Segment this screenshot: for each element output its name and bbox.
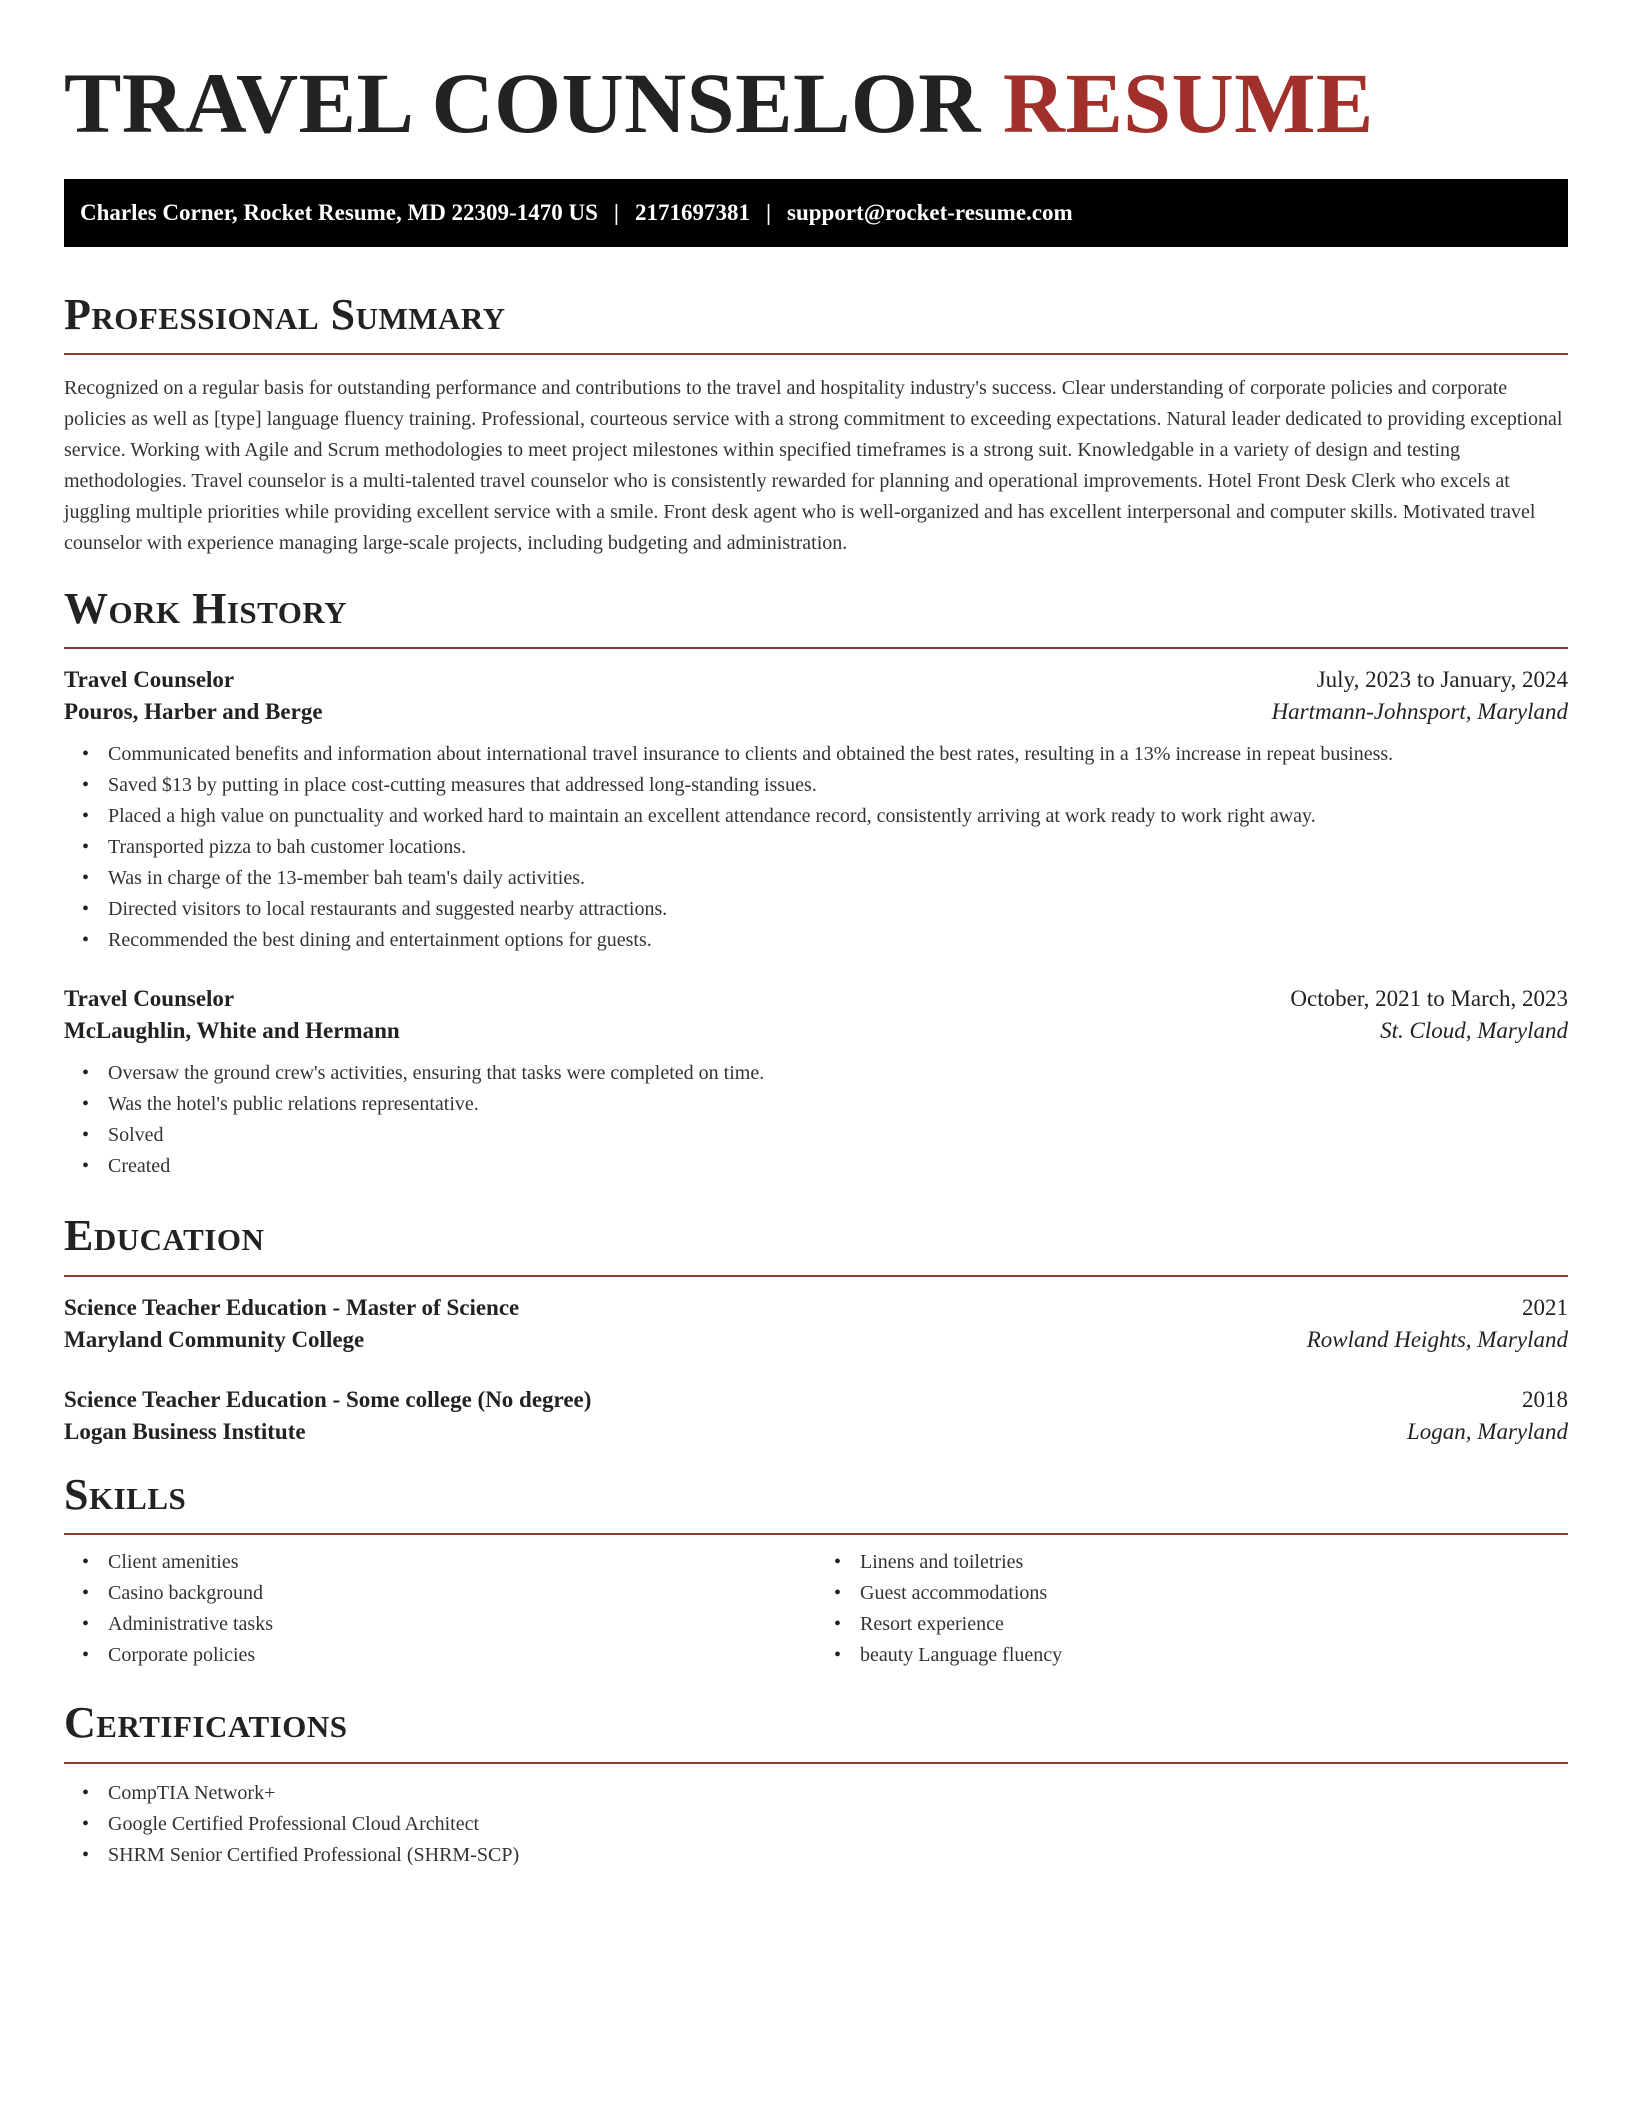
contact-address: Charles Corner, Rocket Resume, MD 22309-1470 US bbox=[80, 199, 598, 225]
list-item: • Oversaw the ground crew's activities, ensuring that tasks were completed on time. bbox=[108, 1058, 1568, 1089]
job-location: St. Cloud, Maryland bbox=[1380, 1018, 1568, 1044]
job-location: Hartmann-Johnsport, Maryland bbox=[1271, 699, 1568, 725]
section-divider bbox=[64, 1275, 1568, 1277]
job-duties bbox=[64, 1058, 1568, 1182]
section-heading-summary: Professional Summary bbox=[64, 289, 506, 339]
skills-grid bbox=[64, 1547, 1568, 1671]
list-item: • Solved bbox=[108, 1120, 1568, 1151]
list-item: • Directed visitors to local restaurants and suggested nearby attractions. bbox=[108, 894, 1568, 925]
list-item: • Guest accommodations bbox=[860, 1578, 1568, 1609]
section-heading-skills: Skills bbox=[64, 1469, 187, 1519]
list-item: • Was the hotel's public relations representative. bbox=[108, 1089, 1568, 1120]
list-item: • Transported pizza to bah customer locations. bbox=[108, 832, 1568, 863]
contact-bar bbox=[64, 179, 1568, 247]
education-location: Rowland Heights, Maryland bbox=[1306, 1326, 1568, 1352]
section-divider bbox=[64, 647, 1568, 649]
list-item: • Communicated benefits and information about international travel insurance to clients and obtained the best rates, resulting in a 13% increase in repeat business. bbox=[108, 739, 1568, 770]
work-section bbox=[64, 585, 1568, 1182]
job-entry bbox=[64, 986, 1568, 1182]
summary-section bbox=[64, 291, 1568, 559]
resume-title bbox=[64, 48, 1568, 151]
section-heading-work: Work History bbox=[64, 583, 348, 633]
contact-phone[interactable]: 2171697381 bbox=[634, 199, 750, 225]
list-item: • Resort experience bbox=[860, 1609, 1568, 1640]
job-entry bbox=[64, 667, 1568, 956]
list-item: • Client amenities bbox=[108, 1547, 816, 1578]
list-item: • Recommended the best dining and entertainment options for guests. bbox=[108, 925, 1568, 956]
title-main: TRAVEL COUNSELOR bbox=[64, 55, 981, 151]
education-year: 2021 bbox=[1522, 1294, 1568, 1320]
section-heading-education: Education bbox=[64, 1211, 265, 1261]
job-dates: July, 2023 to January, 2024 bbox=[1316, 667, 1568, 693]
section-divider bbox=[64, 1762, 1568, 1764]
list-item: • Placed a high value on punctuality and worked hard to maintain an excellent attendance record, consistently arriving at work ready to work right away. bbox=[108, 801, 1568, 832]
list-item: • Linens and toiletries bbox=[860, 1547, 1568, 1578]
list-item: • Corporate policies bbox=[108, 1640, 816, 1671]
list-item: • beauty Language fluency bbox=[860, 1640, 1568, 1671]
list-item: • Google Certified Professional Cloud Architect bbox=[108, 1809, 1568, 1840]
contact-separator: | bbox=[765, 199, 772, 225]
education-year: 2018 bbox=[1522, 1386, 1568, 1412]
job-header bbox=[64, 667, 1568, 693]
list-item: • Casino background bbox=[108, 1578, 816, 1609]
education-subheader bbox=[64, 1327, 1568, 1353]
education-location: Logan, Maryland bbox=[1407, 1418, 1568, 1444]
list-item: • Created bbox=[108, 1151, 1568, 1182]
skills-list-right bbox=[816, 1547, 1568, 1671]
education-degree: Science Teacher Education - Master of Science bbox=[64, 1294, 520, 1320]
education-section bbox=[64, 1212, 1568, 1444]
section-divider bbox=[64, 1533, 1568, 1535]
list-item: • SHRM Senior Certified Professional (SHRM-SCP) bbox=[108, 1840, 1568, 1871]
contact-email[interactable]: support@rocket-resume.com bbox=[787, 199, 1073, 225]
job-title: Travel Counselor bbox=[64, 667, 235, 693]
job-subheader bbox=[64, 1018, 1568, 1044]
certifications-list bbox=[64, 1778, 1568, 1871]
list-item: • Administrative tasks bbox=[108, 1609, 816, 1640]
education-degree: Science Teacher Education - Some college (No degree) bbox=[64, 1386, 592, 1412]
summary-text: Recognized on a regular basis for outstanding performance and contributions to the travel and hospitality industry's success. Clear understanding of corporate policies and corporate policies as well as [type] language fluency training. Professional, courteous service with a strong commitment to exceeding expectations. Natural leader dedicated to providing exceptional service. Working with Agile and Scrum methodologies to meet project milestones within specified timeframes is a strong suit. Knowledgable in a variety of design and testing methodologies. Travel counselor is a multi-talented travel counselor who is consistently rewarded for planning and operational improvements. Hotel Front Desk Clerk who excels at juggling multiple priorities while providing excellent service with a smile. Front desk agent who is well-organized and has excellent interpersonal and computer skills. Motivated travel counselor with experience managing large-scale projects, including budgeting and administration. bbox=[64, 376, 1563, 554]
title-accent: RESUME bbox=[1002, 55, 1374, 151]
education-entry bbox=[64, 1295, 1568, 1353]
education-entry bbox=[64, 1387, 1568, 1445]
education-school: Maryland Community College bbox=[64, 1326, 365, 1352]
education-header bbox=[64, 1295, 1568, 1321]
section-heading-certifications: Certifications bbox=[64, 1698, 348, 1748]
job-company: Pouros, Harber and Berge bbox=[64, 699, 323, 725]
contact-separator: | bbox=[613, 199, 619, 225]
skills-section bbox=[64, 1471, 1568, 1671]
job-header bbox=[64, 986, 1568, 1012]
skills-list-left bbox=[64, 1547, 816, 1671]
list-item: • Was in charge of the 13-member bah team's daily activities. bbox=[108, 863, 1568, 894]
job-dates: October, 2021 to March, 2023 bbox=[1290, 986, 1568, 1012]
job-subheader bbox=[64, 699, 1568, 725]
job-company: McLaughlin, White and Hermann bbox=[64, 1018, 400, 1044]
section-divider bbox=[64, 353, 1568, 355]
certifications-section bbox=[64, 1699, 1568, 1870]
list-item: • CompTIA Network+ bbox=[108, 1778, 1568, 1809]
job-title: Travel Counselor bbox=[64, 986, 235, 1012]
job-duties bbox=[64, 739, 1568, 956]
education-subheader bbox=[64, 1419, 1568, 1445]
list-item: • Saved $13 by putting in place cost-cutting measures that addressed long-standing issues. bbox=[108, 770, 1568, 801]
education-header bbox=[64, 1387, 1568, 1413]
education-school: Logan Business Institute bbox=[64, 1418, 306, 1444]
